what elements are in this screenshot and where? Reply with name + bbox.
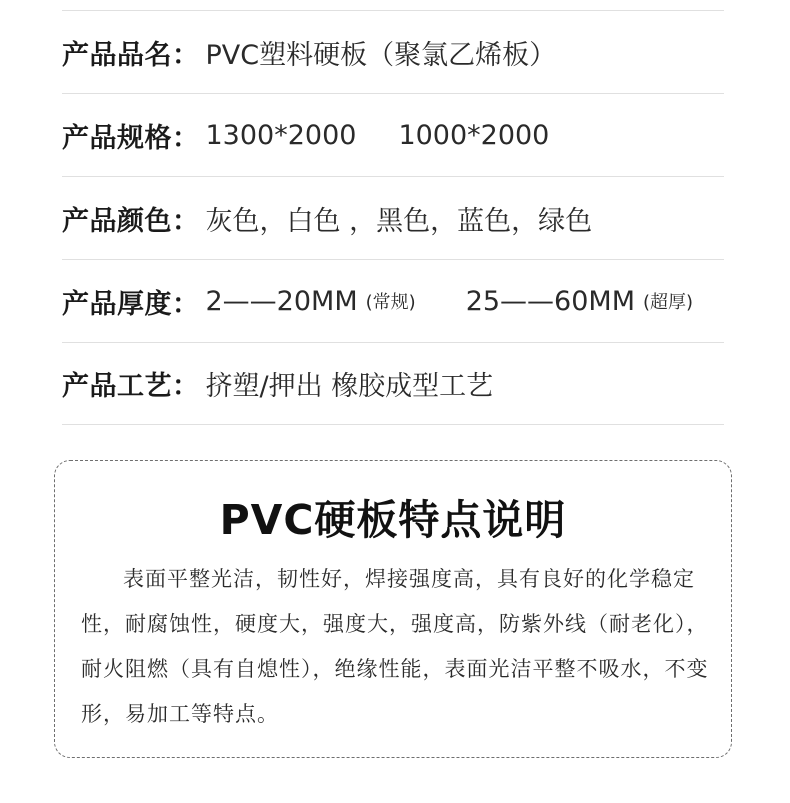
- spec-note-regular: (常规): [365, 292, 416, 313]
- spec-label-size: 产品规格：: [62, 122, 200, 154]
- spec-row-thickness: [62, 259, 724, 342]
- feature-description: 表面平整光洁，韧性好，焊接强度高，具有良好的化学稳定性，耐腐蚀性，硬度大，强度大，强度高，防紫外线（耐老化），耐火阻燃（具有自熄性），绝缘性能，表面光洁平整不吸水，不变形，易加工等特点。: [81, 567, 709, 726]
- spec-label-color: 产品颜色：: [62, 205, 200, 237]
- spec-label-name: 产品品名：: [62, 39, 200, 71]
- spec-row-process: [62, 342, 724, 425]
- spec-value-thickness-regular: 2——20MM: [205, 285, 358, 317]
- spec-value-thickness-extra: 25——60MM: [465, 285, 635, 317]
- feature-box: [54, 460, 732, 758]
- spec-list: [62, 10, 724, 425]
- spec-label-thickness: 产品厚度：: [62, 288, 200, 320]
- spec-row-color: [62, 176, 724, 259]
- spec-note-extra: (超厚): [643, 292, 694, 313]
- spec-value-size-2: 1000*2000: [398, 119, 550, 151]
- spec-value-name: PVC塑料硬板（聚氯乙烯板）: [205, 39, 557, 71]
- spec-label-process: 产品工艺：: [62, 371, 200, 402]
- spec-row-size: [62, 93, 724, 176]
- spec-value-process: 挤塑/押出 橡胶成型工艺: [205, 371, 494, 402]
- feature-title: PVC硬板特点说明: [219, 496, 567, 544]
- spec-value-size-1: 1300*2000: [205, 119, 357, 151]
- spec-row-name: [62, 10, 724, 93]
- spec-value-color: 灰色，白色 ，黑色，蓝色，绿色: [205, 205, 593, 237]
